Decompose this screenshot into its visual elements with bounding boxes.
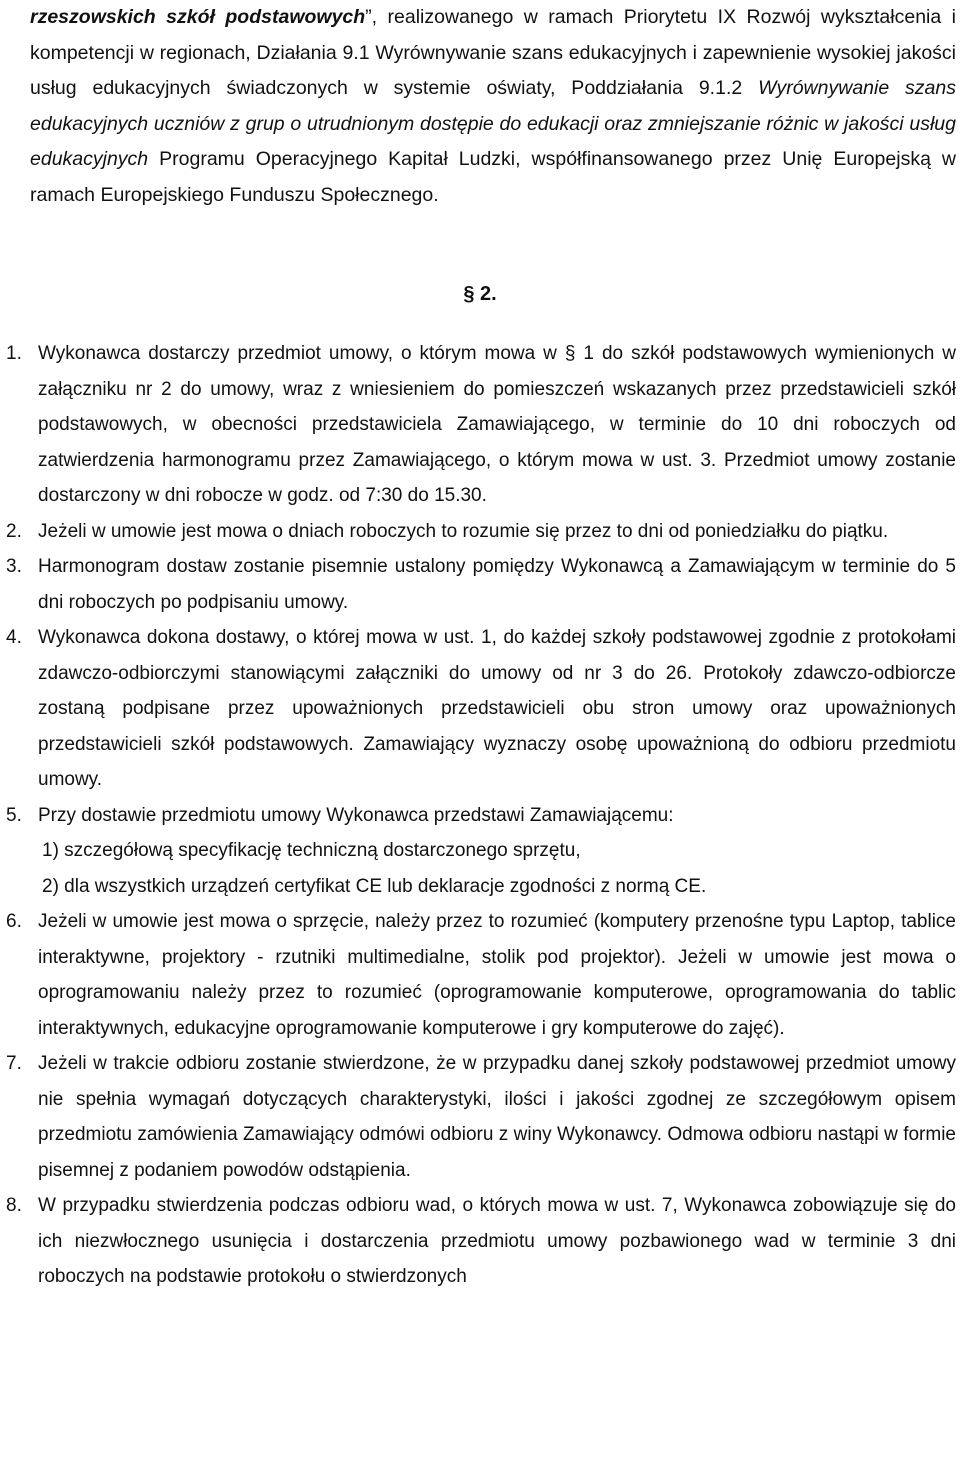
item-text: Przy dostawie przedmiotu umowy Wykonawca przedstawi Zamawiającemu: (38, 804, 674, 826)
item-number: 3. (6, 556, 22, 577)
list-item (0, 798, 960, 905)
list-item (0, 620, 960, 798)
item-number: 2. (6, 520, 22, 542)
intro-segment-plain: Programu Operacyjnego Kapitał Ludzki, współfinansowanego przez Unię Europejską w ramach Europejskiego Funduszu Społecznego. (30, 148, 956, 206)
sub-item: 2) dla wszystkich urządzeń certyfikat CE lub deklaracje zgodności z normą CE. (42, 875, 707, 897)
item-number: 1. (6, 343, 22, 364)
list-item (0, 549, 960, 620)
item-text: Jeżeli w umowie jest mowa o sprzęcie, należy przez to rozumieć (komputery przenośne typu Laptop, tablice interaktywne, projektory - rzutniki multimedialne, stolik pod projektor). Jeżeli w umowie jest mowa o oprogramowaniu należy przez to rozumieć (oprogramowanie komputerowe, oprogramowania do tablic interaktywnych, edukacyjne oprogramowanie komputerowe i gry komputerowe do zajęć). (38, 911, 956, 1039)
list-item (0, 1188, 960, 1295)
intro-segment-bold-italic: rzeszowskich szkół podstawowych (30, 6, 366, 28)
item-text: Wykonawca dokona dostawy, o której mowa w ust. 1, do każdej szkoły podstawowej zgodnie z protokołami zdawczo-odbiorczymi stanowiącymi załączniki do umowy od nr 3 do 26. Protokoły zdawczo-odbiorcze zostaną podpisane przez upoważnionych przedstawicieli obu stron umowy oraz upoważnionych przedstawicieli szkół podstawowych. Zamawiający wyznaczy osobę upoważnioną do odbioru przedmiotu umowy. (38, 627, 956, 790)
list-item (0, 904, 960, 1046)
item-number: 6. (6, 911, 22, 932)
list-item (0, 1046, 960, 1188)
item-text: Wykonawca dostarczy przedmiot umowy, o którym mowa w § 1 do szkół podstawowych wymienionych w załączniku nr 2 do umowy, wraz z wniesieniem do pomieszczeń wskazanych przez przedstawicieli szkół podstawowych, w obecności przedstawiciela Zamawiającego, w terminie do 10 dni roboczych od zatwierdzenia harmonogramu przez Zamawiającego, o którym mowa w ust. 3. Przedmiot umowy zostanie dostarczony w dni robocze w godz. od 7:30 do 15.30. (38, 343, 956, 506)
intro-paragraph (30, 0, 956, 213)
numbered-list (0, 336, 960, 1295)
list-item (0, 336, 960, 514)
sub-item: 1) szczegółową specyfikację techniczną dostarczonego sprzętu, (42, 840, 581, 861)
list-item (0, 514, 960, 550)
item-number: 4. (6, 627, 22, 648)
intro-segment-plain: ”, realizowanego w ramach Priorytetu IX Rozwój wykształcenia i kompetencji w regionach, Działania 9.1 Wyrównywanie szans edukacyjnych i zapewnienie wysokiej jakości usług edukacyjnych świadczonych w systemie oświaty, Poddziałania 9.1.2 (30, 6, 957, 99)
item-text: Jeżeli w trakcie odbioru zostanie stwierdzone, że w przypadku danej szkoły podstawowej przedmiot umowy nie spełnia wymagań dotyczących charakterystyki, ilości i jakości zgodnej ze szczegółowym opisem przedmiotu zamówienia Zamawiający odmówi odbioru z winy Wykonawcy. Odmowa odbioru nastąpi w formie pisemnej z podaniem powodów odstąpienia. (38, 1053, 956, 1181)
section-heading: § 2. (463, 283, 497, 305)
item-text: W przypadku stwierdzenia podczas odbioru wad, o których mowa w ust. 7, Wykonawca zobowiązuje się do ich niezwłocznego usunięcia i dostarczenia przedmiotu umowy pozbawionego wad w terminie 3 dni roboczych na podstawie protokołu o stwierdzonych (38, 1195, 956, 1287)
item-text: Jeżeli w umowie jest mowa o dniach roboczych to rozumie się przez to dni od poniedziałku do piątku. (38, 520, 889, 542)
item-text: Harmonogram dostaw zostanie pisemnie ustalony pomiędzy Wykonawcą a Zamawiającym w terminie do 5 dni roboczych po podpisaniu umowy. (38, 556, 956, 613)
item-number: 5. (6, 804, 22, 826)
intro-segment-italic: Wyrównywanie szans edukacyjnych uczniów z grup o utrudnionym dostępie do edukacji oraz zmniejszanie różnic w jakości usług edukacyjnych (30, 77, 956, 170)
item-number: 7. (6, 1053, 22, 1074)
item-number: 8. (6, 1195, 22, 1216)
